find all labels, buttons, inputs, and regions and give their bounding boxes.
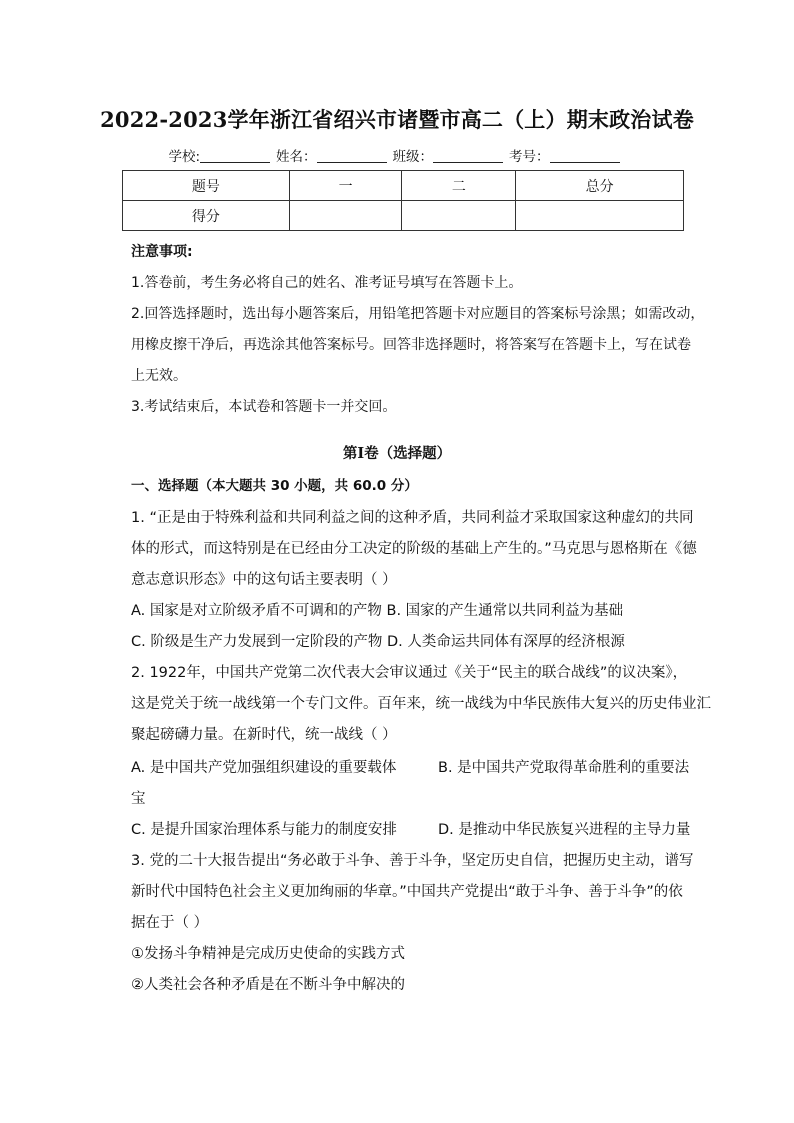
class-blank[interactable]	[433, 148, 503, 163]
score-cell[interactable]	[516, 201, 684, 231]
number-blank[interactable]	[550, 148, 620, 163]
score-cell[interactable]	[289, 201, 402, 231]
section-title: 第I卷（选择题）	[342, 445, 452, 462]
question-2-option-b: B. 是中国共产党取得革命胜利的重要法	[438, 760, 690, 776]
notice-item: 2.回答选择题时，选出每小题答案后，用铅笔把答题卡对应题目的答案标号涂黑；如需改动，	[131, 306, 705, 322]
name-blank[interactable]	[317, 148, 387, 163]
question-2-option-a: A. 是中国共产党加强组织建设的重要载体	[131, 760, 397, 776]
exam-title: 2022-2023学年浙江省绍兴市诸暨市高二（上）期末政治试卷	[100, 107, 694, 132]
score-header-cell: 总分	[516, 171, 684, 201]
notice-item: 3.考试结束后，本试卷和答题卡一并交回。	[131, 399, 397, 415]
score-table	[122, 170, 684, 231]
question-1-line: 意志意识形态》中的这句话主要表明（ ）	[131, 572, 397, 588]
question-2-option-b-cont: 宝	[131, 791, 146, 807]
question-3-line: 据在于（ ）	[131, 915, 209, 931]
question-1-line: 体的形式，而这特别是在已经由分工决定的阶级的基础上产生的。”马克思与恩格斯在《德	[131, 541, 697, 557]
school-label: 学校:	[168, 149, 201, 165]
number-label: 考号：	[509, 149, 550, 165]
question-3-line: 新时代中国特色社会主义更加绚丽的华章。”中国共产党提出“敢于斗争、善于斗争”的依	[131, 884, 683, 900]
score-cell[interactable]	[402, 201, 516, 231]
score-table-header-row	[123, 171, 684, 201]
question-3-statement: ②人类社会各种矛盾是在不断斗争中解决的	[131, 977, 405, 993]
score-header-cell: 一	[289, 171, 402, 201]
question-2-option-d: D. 是推动中华民族复兴进程的主导力量	[438, 822, 691, 838]
notice-heading: 注意事项:	[131, 244, 193, 260]
question-1-line: 1. “正是由于特殊利益和共同利益之间的这种矛盾，共同利益才采取国家这种虚幻的共同	[131, 510, 694, 526]
student-info-line	[0, 145, 794, 165]
score-header-cell: 二	[402, 171, 516, 201]
question-2-line: 这是党关于统一战线第一个专门文件。百年来，统一战线为中华民族伟大复兴的历史伟业汇	[131, 696, 711, 712]
score-header-cell: 题号	[123, 171, 290, 201]
question-1-options-cd: C. 阶级是生产力发展到一定阶段的产物 D. 人类命运共同体有深厚的经济根源	[131, 634, 625, 650]
notice-item: 用橡皮擦干净后，再选涂其他答案标号。回答非选择题时，将答案写在答题卡上，写在试卷	[131, 337, 691, 353]
question-1-options-ab: A. 国家是对立阶级矛盾不可调和的产物 B. 国家的产生通常以共同利益为基础	[131, 603, 624, 619]
question-2-option-c: C. 是提升国家治理体系与能力的制度安排	[131, 822, 397, 838]
question-3-statement: ①发扬斗争精神是完成历史使命的实践方式	[131, 946, 405, 962]
question-3-line: 3. 党的二十大报告提出“务必敢于斗争、善于斗争，坚定历史自信，把握历史主动，谱写	[131, 853, 694, 869]
score-table-score-row	[123, 201, 684, 231]
notice-item: 1.答卷前，考生务必将自己的姓名、准考证号填写在答题卡上。	[131, 275, 523, 291]
name-label: 姓名：	[276, 149, 317, 165]
part-heading: 一、选择题（本大题共 30 小题，共 60.0 分）	[131, 478, 418, 494]
score-row-label: 得分	[123, 201, 290, 231]
notice-item: 上无效。	[131, 368, 187, 384]
question-2-line: 2. 1922年，中国共产党第二次代表大会审议通过《关于“民主的联合战线”的议决案》，	[131, 665, 688, 681]
school-blank[interactable]	[200, 148, 270, 163]
question-2-line: 聚起磅礴力量。在新时代，统一战线（ ）	[131, 727, 397, 743]
class-label: 班级：	[392, 149, 434, 165]
